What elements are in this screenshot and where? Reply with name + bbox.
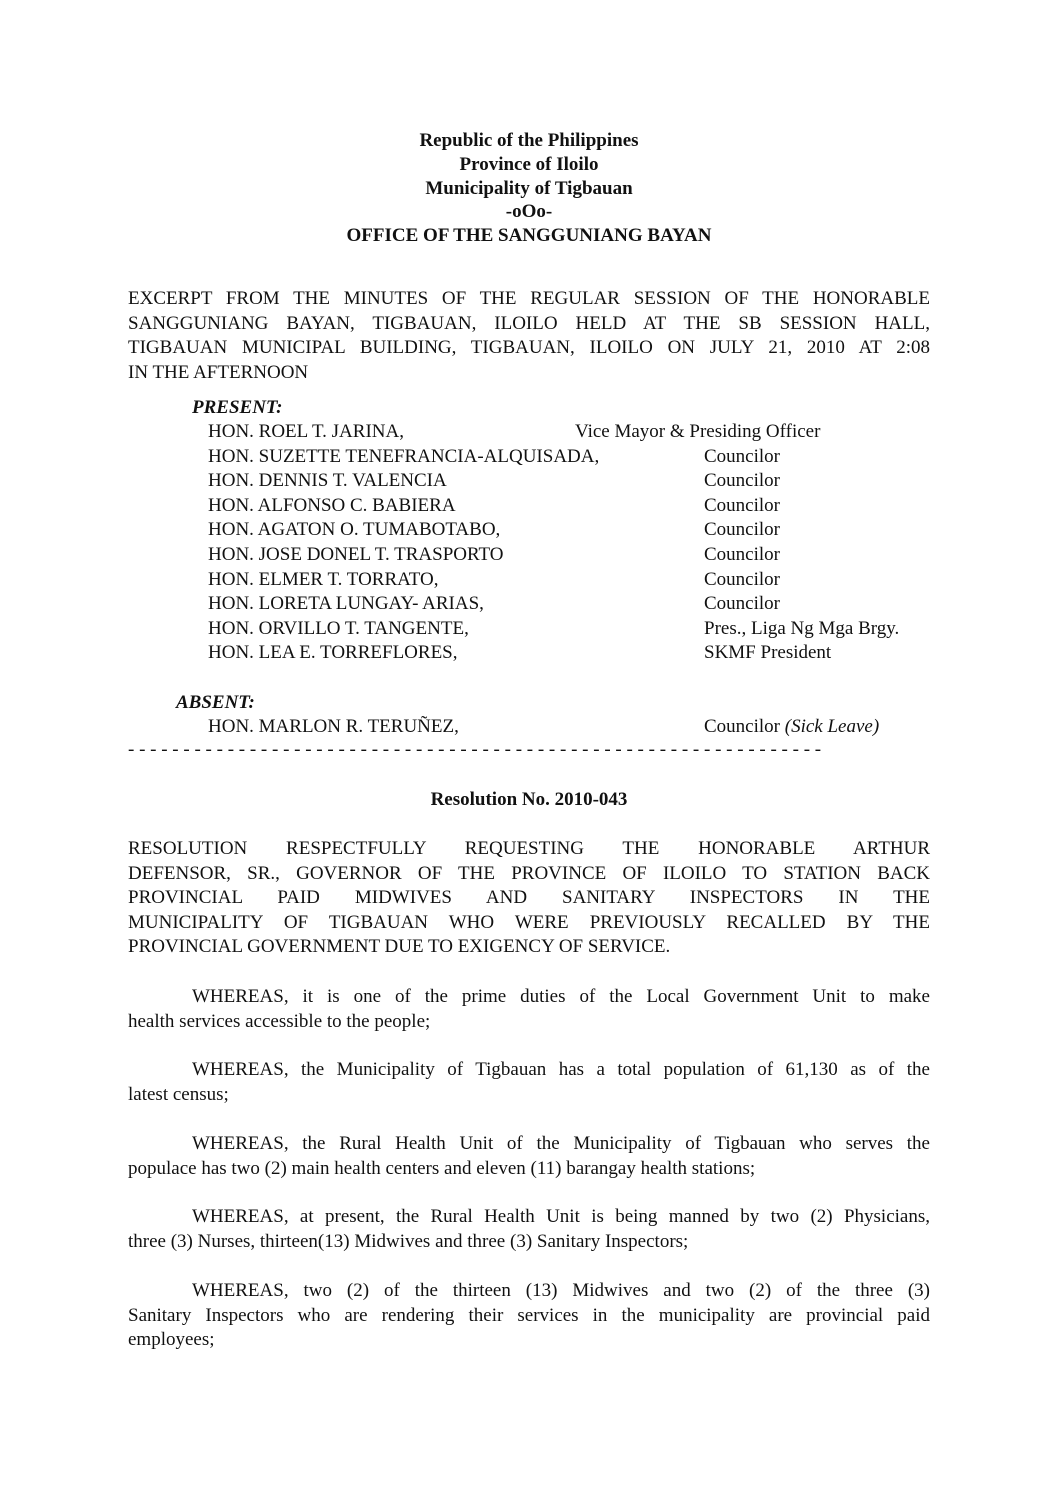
- header-ornament: -oOo-: [505, 201, 553, 223]
- excerpt-line: IN THE AFTERNOON: [128, 361, 309, 383]
- attendee-name: HON. ORVILLO T. TANGENTE,: [208, 617, 469, 639]
- attendee-name: HON. JOSE DONEL T. TRASPORTO: [208, 544, 504, 565]
- whereas-line: WHEREAS, two (2) of the thirteen (13) Midwives and two (2) of the three (3): [192, 1280, 930, 1301]
- whereas-line: Sanitary Inspectors who are rendering their services in the municipality are provincial paid: [128, 1304, 930, 1326]
- letterhead: [0, 129, 1058, 248]
- header-republic: Republic of the Philippines: [419, 130, 639, 151]
- attendee-row: [0, 494, 1058, 519]
- excerpt-paragraph: [128, 287, 930, 385]
- attendee-name: HON. ELMER T. TORRATO,: [208, 568, 439, 590]
- attendee-row: [0, 592, 1058, 617]
- resolution-title-line: PROVINCIAL PAID MIDWIVES AND SANITARY INSPECTORS IN THE: [128, 887, 930, 909]
- absent-position-title: Councilor: [704, 716, 780, 737]
- whereas-clause: [128, 1205, 930, 1254]
- resolution-title-line: DEFENSOR, SR., GOVERNOR OF THE PROVINCE OF ILOILO TO STATION BACK: [128, 862, 930, 884]
- present-label: PRESENT:: [192, 397, 283, 418]
- attendee-position: Councilor: [704, 519, 780, 541]
- whereas-line: employees;: [128, 1329, 215, 1351]
- absent-row: [0, 715, 1058, 740]
- attendee-position: Councilor: [704, 494, 780, 516]
- excerpt-line: TIGBAUAN MUNICIPAL BUILDING, TIGBAUAN, ILOILO ON JULY 21, 2010 AT 2:08: [128, 337, 930, 358]
- attendee-position: Councilor: [704, 470, 780, 492]
- dashed-separator: - - - - - - - - - - - - - - - - - - - - - - - - - - - - - - - - - - - - - - - - - - - - - - - - - - - - - - - - - - - - - - -: [128, 739, 822, 760]
- attendee-row: [0, 641, 1058, 666]
- attendee-position: Councilor: [704, 544, 780, 565]
- whereas-line: health services accessible to the people;: [128, 1010, 431, 1032]
- whereas-line: WHEREAS, the Rural Health Unit of the Municipality of Tigbauan who serves the: [192, 1133, 930, 1154]
- attendee-name: HON. ROEL T. JARINA,: [208, 421, 404, 442]
- resolution-title-line: RESOLUTION RESPECTFULLY REQUESTING THE HONORABLE ARTHUR: [128, 838, 930, 859]
- resolution-number: Resolution No. 2010-043: [430, 789, 628, 810]
- attendee-name: HON. LORETA LUNGAY- ARIAS,: [208, 593, 484, 615]
- attendee-row: [0, 469, 1058, 494]
- attendee-row: [0, 543, 1058, 568]
- attendee-name: HON. LEA E. TORREFLORES,: [208, 642, 458, 664]
- resolution-title-line: PROVINCIAL GOVERNMENT DUE TO EXIGENCY OF SERVICE.: [128, 936, 671, 958]
- attendee-name: HON. ALFONSO C. BABIERA: [208, 494, 456, 516]
- excerpt-line: EXCERPT FROM THE MINUTES OF THE REGULAR SESSION OF THE HONORABLE: [128, 288, 930, 309]
- header-municipality: Municipality of Tigbauan: [425, 177, 633, 199]
- absent-label: ABSENT:: [176, 692, 255, 713]
- attendee-position: Councilor: [704, 445, 780, 467]
- attendee-position: Councilor: [704, 568, 780, 590]
- attendee-row: [0, 518, 1058, 543]
- header-office: OFFICE OF THE SANGGUNIANG BAYAN: [346, 225, 712, 247]
- attendee-position: Pres., Liga Ng Mga Brgy.: [704, 617, 900, 639]
- excerpt-line: SANGGUNIANG BAYAN, TIGBAUAN, ILOILO HELD AT THE SB SESSION HALL,: [128, 312, 930, 334]
- resolution-title-line: MUNICIPALITY OF TIGBAUAN WHO WERE PREVIOUSLY RECALLED BY THE: [128, 911, 930, 933]
- attendee-row: [0, 445, 1058, 470]
- whereas-clause: [128, 985, 930, 1034]
- whereas-line: WHEREAS, the Municipality of Tigbauan has a total population of 61,130 as of the: [192, 1059, 930, 1080]
- whereas-line: latest census;: [128, 1083, 229, 1105]
- attendee-name: HON. DENNIS T. VALENCIA: [208, 470, 447, 492]
- whereas-clause: [128, 1279, 930, 1353]
- header-province: Province of Iloilo: [459, 153, 599, 175]
- whereas-line: populace has two (2) main health centers and eleven (11) barangay health stations;: [128, 1157, 756, 1179]
- resolution-title: [128, 837, 930, 960]
- attendee-name: HON. AGATON O. TUMABOTABO,: [208, 519, 501, 541]
- whereas-clause: [128, 1132, 930, 1181]
- attendee-position: Vice Mayor & Presiding Officer: [575, 421, 821, 442]
- attendee-position: Councilor: [704, 593, 780, 615]
- attendee-name: HON. SUZETTE TENEFRANCIA-ALQUISADA,: [208, 445, 600, 467]
- absent-position: [704, 715, 879, 740]
- whereas-line: WHEREAS, at present, the Rural Health Unit is being manned by two (2) Physicians,: [192, 1206, 930, 1227]
- attendee-row: [0, 420, 1058, 445]
- absent-note: (Sick Leave): [784, 716, 880, 737]
- attendee-row: [0, 617, 1058, 642]
- attendee-row: [0, 568, 1058, 593]
- whereas-line: three (3) Nurses, thirteen(13) Midwives and three (3) Sanitary Inspectors;: [128, 1230, 689, 1252]
- attendee-position: SKMF President: [704, 642, 832, 664]
- whereas-clause: [128, 1058, 930, 1107]
- absent-name: HON. MARLON R. TERUÑEZ,: [208, 716, 459, 737]
- whereas-line: WHEREAS, it is one of the prime duties of the Local Government Unit to make: [192, 986, 930, 1007]
